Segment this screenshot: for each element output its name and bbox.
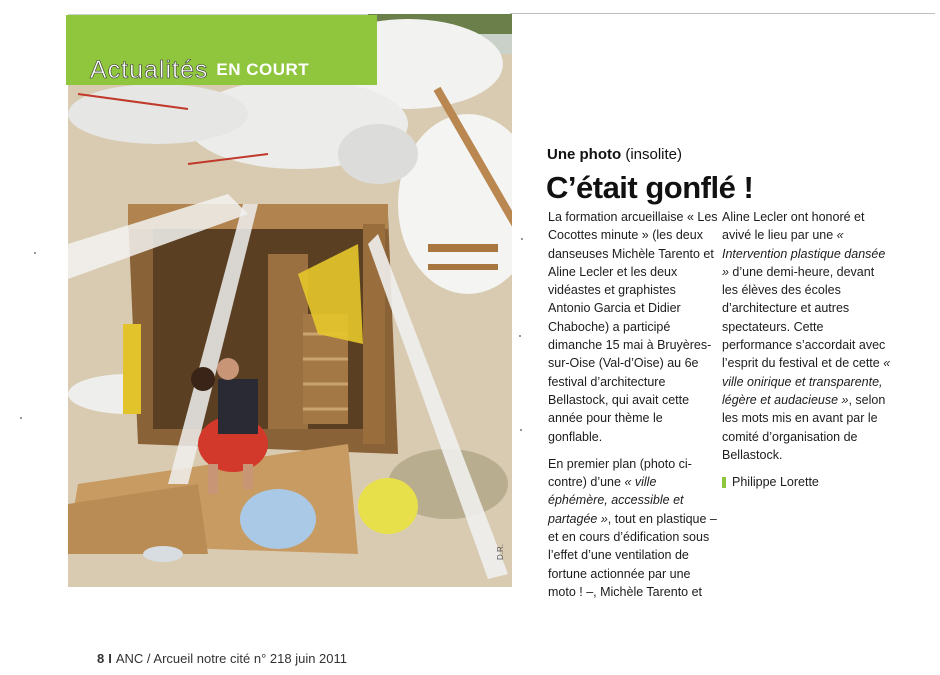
article-photo: [68, 14, 512, 587]
article-author: [722, 473, 892, 491]
kicker-rest: (insolite): [621, 146, 683, 163]
section-banner: [66, 15, 377, 85]
col2-paragraph: [722, 208, 892, 464]
photo-illustration: [68, 14, 512, 587]
col2-text-b: d’une demi-heure, devant les élèves des écoles d’architecture et autres spectateurs. Cette performance s’accordait avec l’esprit du festival et de cette: [722, 264, 886, 371]
section-subtitle: EN COURT: [216, 60, 310, 79]
page-footer: [97, 651, 347, 666]
col1-p2-quote: « ville éphémère, accessible et partagée »: [548, 475, 684, 526]
photo-credit: D.R.: [496, 544, 505, 560]
col1-p2-text-b: , tout en plastique – et en cours d’édification sous l’effet d’une ventilation de fortune actionnée par une moto ! –, Michèle Tarento et: [548, 511, 717, 599]
article-column-1: [548, 208, 718, 601]
col2-quote-2: « ville onirique et transparente, légère et audacieuse »: [722, 356, 891, 407]
page-number: 8: [97, 651, 105, 666]
col2-text-c: , selon les mots mis en avant par le comité d’organisation de Bellastock.: [722, 392, 886, 462]
col1-paragraph-1: La formation arcueillaise « Les Cocottes minute » (les deux danseuses Michèle Tarento et Aline Lecler et les deux vidéastes et graphistes Antonio Garcia et Didier Chaboche) a participé dimanche 15 mai à Bruyères-sur-Oise (Val-d’Oise) au 6e festival d’architecture Bellastock, qui avait cette année pour thème le gonflable.: [548, 210, 718, 444]
footer-publication: ANC / Arcueil notre cité n° 218 juin 2011: [115, 651, 348, 666]
section-name: Actualités: [90, 56, 209, 84]
article-column-2: [722, 208, 892, 491]
col1-p2-text-a: En premier plan (photo ci-contre) d’une: [548, 456, 692, 490]
scan-speck: [520, 429, 522, 431]
col2-text-a: Aline Lecler ont honoré et avivé le lieu par une: [722, 210, 865, 243]
article-headline: C’était gonflé !: [546, 170, 754, 205]
col1-paragraph-2: [548, 455, 718, 601]
kicker-bold: Une photo: [547, 146, 622, 163]
article-kicker: [547, 146, 682, 163]
author-marker-icon: [722, 477, 726, 488]
top-rule: [510, 13, 935, 14]
scan-speck: [519, 335, 521, 337]
scan-speck: [20, 417, 22, 419]
col2-quote-1: « Intervention plastique dansée »: [722, 228, 886, 279]
author-name: Philippe Lorette: [732, 475, 819, 490]
scan-speck: [34, 252, 36, 254]
scan-speck: [521, 238, 523, 240]
footer-separator: I: [108, 651, 112, 666]
